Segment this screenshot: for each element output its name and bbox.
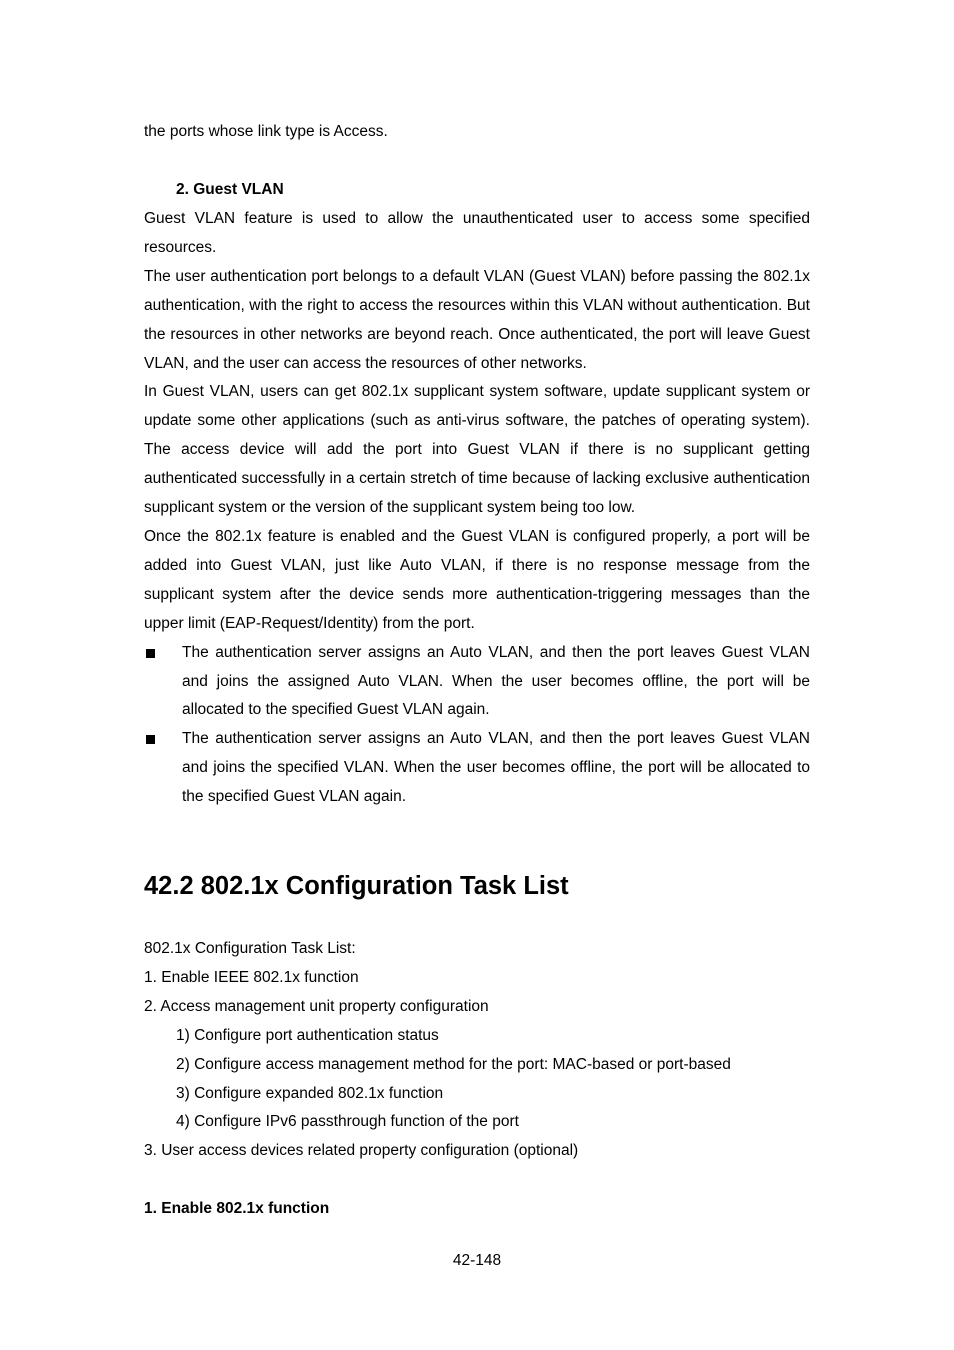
- guest-vlan-section: [144, 176, 810, 205]
- paragraph: Once the 802.1x feature is enabled and the Guest VLAN is configured properly, a port will be added into Guest VLAN, just like Auto VLAN, if there is no response message from the supplicant system after the device sends more authentication-triggering messages than the upper limit (EAP-Request/Identity) from the port.: [144, 527, 810, 632]
- bullet-text: The authentication server assigns an Auto VLAN, and then the port leaves Guest VLAN and joins the specified VLAN. When the user becomes offline, the port will be allocated to the specified Guest VLAN again.: [182, 730, 810, 806]
- sub-list-item: 4) Configure IPv6 passthrough function of the port: [176, 1113, 519, 1131]
- bullet-item: [144, 639, 810, 726]
- list-item: 3. User access devices related property configuration (optional): [144, 1142, 579, 1160]
- sub-list-item: 2) Configure access management method for the port: MAC-based or port-based: [176, 1055, 731, 1073]
- continued-line: [144, 118, 810, 147]
- task-list: [144, 935, 810, 1166]
- paragraph: Guest VLAN feature is used to allow the unauthenticated user to access some specified resources.: [144, 210, 810, 256]
- sub-list-item: 3) Configure expanded 802.1x function: [176, 1084, 444, 1102]
- bullet-text: The authentication server assigns an Auto VLAN, and then the port leaves Guest VLAN and joins the assigned Auto VLAN. When the user becomes offline, the port will be allocated to the specified Guest VLAN again.: [182, 643, 810, 719]
- list-intro: 802.1x Configuration Task List:: [144, 940, 356, 957]
- paragraph: The user authentication port belongs to a default VLAN (Guest VLAN) before passing the 802.1x authentication, with the right to access the resources within this VLAN without authentication. But the resources in other networks are beyond reach. Once authenticated, the port will leave Guest VLAN, and the user can access the resources of other networks.: [144, 267, 810, 372]
- section-title: 42.2 802.1x Configuration Task List: [144, 872, 569, 900]
- square-bullet-icon: [146, 649, 155, 658]
- square-bullet-icon: [146, 735, 155, 744]
- subheading: 1. Enable 802.1x function: [144, 1200, 330, 1217]
- page-number: 42-148: [452, 1252, 502, 1269]
- bullet-item: [144, 725, 810, 812]
- sub-list-item: 1) Configure port authentication status: [176, 1026, 439, 1044]
- paragraph: In Guest VLAN, users can get 802.1x supplicant system software, update supplicant system or update some other applications (such as anti-virus software, the patches of operating system). The access device will add the port into Guest VLAN if there is no supplicant getting authenticated successfully in a certain stretch of time because of lacking exclusive authentication supplicant system or the version of the supplicant system being too low.: [144, 383, 810, 517]
- list-item: 2. Access management unit property configuration: [144, 997, 489, 1015]
- list-item: 1. Enable IEEE 802.1x function: [144, 968, 359, 986]
- guest-vlan-heading: 2. Guest VLAN: [176, 181, 284, 198]
- guest-vlan-body: [144, 205, 810, 812]
- top-line: the ports whose link type is Access.: [144, 123, 388, 140]
